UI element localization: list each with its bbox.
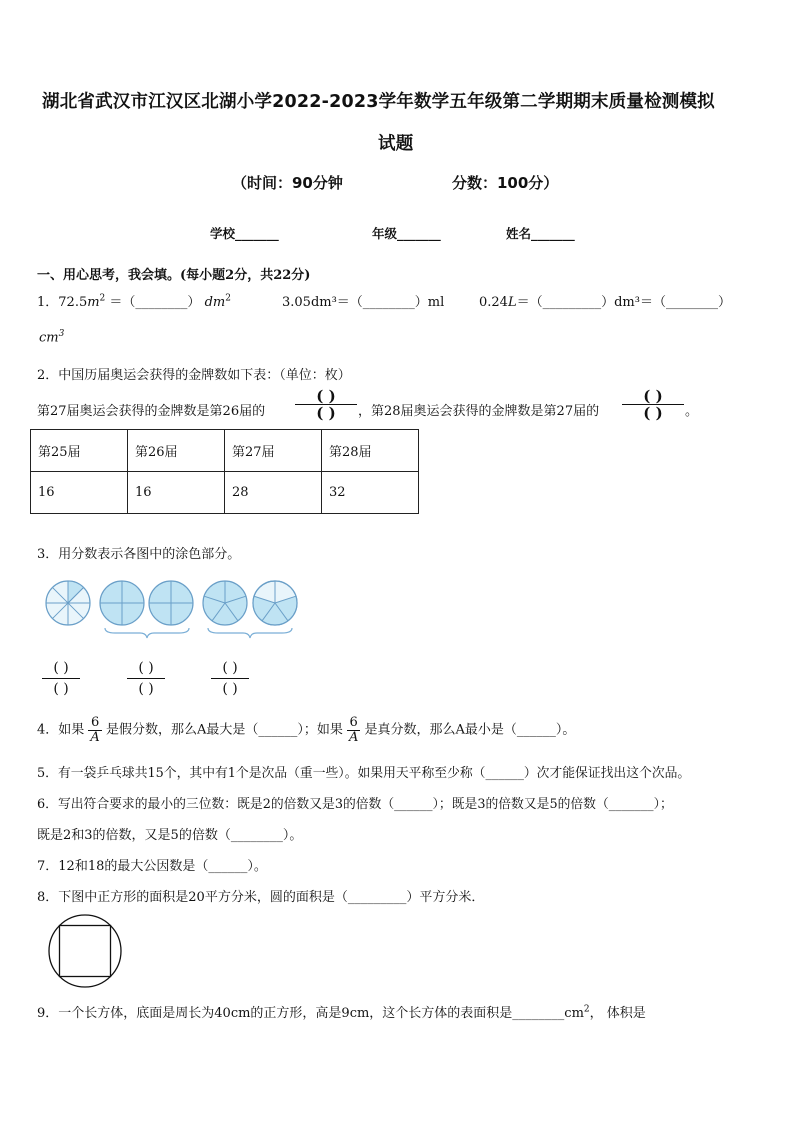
q3-ans1-den[interactable]: ( ): [53, 681, 69, 697]
q1-unit-cm: [39, 329, 64, 345]
q2-frac1-num[interactable]: ( ): [316, 387, 336, 405]
school-field[interactable]: [210, 224, 279, 242]
q3-ans1-num[interactable]: ( ): [53, 660, 69, 676]
table-row: [31, 430, 419, 472]
q2-frac2-den[interactable]: ( ): [643, 404, 663, 422]
question-8[interactable]: 8．下图中正方形的面积是20平方分米，圆的面积是（_________）平方分米．: [37, 890, 485, 905]
q1-unit-dm: dm: [204, 295, 226, 310]
name-label: 姓名: [506, 226, 532, 241]
grade-label: 年级: [372, 226, 398, 241]
page-title-continued: 试题: [378, 134, 414, 154]
q3-ans2-num[interactable]: ( ): [138, 660, 154, 676]
exam-time: （时间：90分钟: [232, 174, 343, 192]
question-6-continued[interactable]: 既是2和3的倍数，又是5的倍数（________）。: [37, 828, 303, 843]
q3-answer-fraction-1[interactable]: [38, 660, 84, 697]
brace-1: [105, 628, 189, 638]
q2-frac2-num[interactable]: ( ): [643, 387, 663, 405]
table-cell: 16: [31, 472, 128, 514]
grade-field[interactable]: [372, 224, 441, 242]
q9-tail: ， 体积是: [589, 1006, 646, 1021]
question-2: 2．中国历届奥运会获得的金牌数如下表：（单位：枚）: [37, 368, 351, 383]
q3-answer-fraction-3[interactable]: [207, 660, 253, 697]
q1-part3[interactable]: [479, 291, 731, 310]
q4-f1-den: A: [90, 730, 100, 745]
q2-text-c: 。: [685, 404, 699, 419]
q4-text-b[interactable]: 是假分数，那么A最大是（______）；如果: [105, 722, 343, 738]
question-5[interactable]: 5．有一袋乒乓球共15个，其中有1个是次品（重一些）。如果用天平称至少称（______）次才能保证找出这个次品。: [37, 766, 691, 781]
q4-fraction-1: [88, 716, 101, 745]
q3-ans3-den[interactable]: ( ): [222, 681, 238, 697]
page-title: 湖北省武汉市江汉区北湖小学2022-2023学年数学五年级第二学期期末质量检测模拟: [42, 92, 715, 112]
q3-ans1-bar: [42, 678, 80, 679]
q1-part3-value: 0.24: [479, 295, 508, 310]
question-6[interactable]: 6．写出符合要求的最小的三位数：既是2的倍数又是3的倍数（______）；既是3的倍数又是5的倍数（_______）；: [37, 797, 673, 812]
q1-cm-text: cm: [39, 330, 59, 346]
q3-answer-fraction-2[interactable]: [123, 660, 169, 697]
table-cell: 16: [128, 472, 225, 514]
q2-text-b: ，第28届奥运会获得的金牌数是第27届的: [358, 404, 600, 419]
q4-text-a: 4．如果: [37, 722, 85, 738]
school-label: 学校: [210, 226, 236, 241]
q1-part3-rest[interactable]: ＝（_________）dm³＝（________）: [516, 295, 731, 310]
circle-figure-5: [253, 581, 297, 625]
circle-figure-2: [100, 581, 144, 625]
q1-unit-m: m: [87, 295, 100, 310]
circle-figure-3: [149, 581, 193, 625]
q1-sup-b: 2: [225, 293, 231, 304]
q2-fraction-blank-2[interactable]: [622, 388, 684, 421]
q1-part2[interactable]: 3.05dm³＝（________）ml: [282, 295, 445, 310]
q4-f1-num: 6: [88, 716, 101, 731]
table-header-cell: 第28届: [322, 430, 419, 472]
name-field[interactable]: [506, 224, 575, 242]
school-blank[interactable]: _______: [235, 226, 279, 241]
q4-f2-num: 6: [347, 716, 360, 731]
section-heading: 一、用心思考，我会填。(每小题2分，共22分): [37, 268, 311, 283]
q1-unit-L: L: [507, 295, 517, 310]
table-header-cell: 第27届: [225, 430, 322, 472]
question-7[interactable]: 7．12和18的最大公因数是（______）。: [37, 859, 267, 874]
q2-text-a: 第27届奥运会获得的金牌数是第26届的: [37, 404, 266, 419]
q3-ans2-bar: [127, 678, 165, 679]
q4-fraction-2: [347, 716, 360, 745]
table-cell: 28: [225, 472, 322, 514]
brace-2: [208, 628, 292, 638]
medal-table: [30, 429, 419, 514]
q2-frac1-den[interactable]: ( ): [316, 404, 336, 422]
question-9[interactable]: [37, 1002, 646, 1021]
q1-prefix: 1．72.5: [37, 295, 88, 310]
q1-eq1[interactable]: ＝（________）: [109, 295, 201, 310]
q2-fraction-blank-1[interactable]: [295, 388, 357, 421]
table-header-cell: 第26届: [128, 430, 225, 472]
q4-f2-den: A: [348, 730, 359, 745]
q1-cm-sup: 3: [58, 329, 65, 339]
circle-figure-4: [203, 581, 247, 625]
q4-text-c[interactable]: 是真分数，那么A最小是（______）。: [364, 722, 576, 738]
question-4: [37, 716, 575, 745]
name-blank[interactable]: _______: [531, 226, 575, 241]
table-header-cell: 第25届: [31, 430, 128, 472]
q9-text[interactable]: 9．一个长方体，底面是周长为40cm的正方形，高是9cm，这个长方体的表面积是________cm: [37, 1006, 584, 1021]
exam-score: 分数：100分）: [452, 174, 559, 192]
q9-sup: 2: [583, 1004, 590, 1015]
q3-ans3-bar: [211, 678, 249, 679]
question-3: 3．用分数表示各图中的涂色部分。: [37, 547, 241, 562]
q3-ans3-num[interactable]: ( ): [222, 660, 238, 676]
q8-square-in-circle-figure: [46, 912, 124, 990]
q1-sup: 2: [99, 293, 106, 304]
q3-figures: [40, 575, 302, 645]
circle-figure-1: [46, 581, 90, 625]
q3-ans2-den[interactable]: ( ): [138, 681, 154, 697]
grade-blank[interactable]: _______: [397, 226, 441, 241]
table-row: [31, 472, 419, 514]
question-1: [37, 291, 231, 310]
table-cell: 32: [322, 472, 419, 514]
